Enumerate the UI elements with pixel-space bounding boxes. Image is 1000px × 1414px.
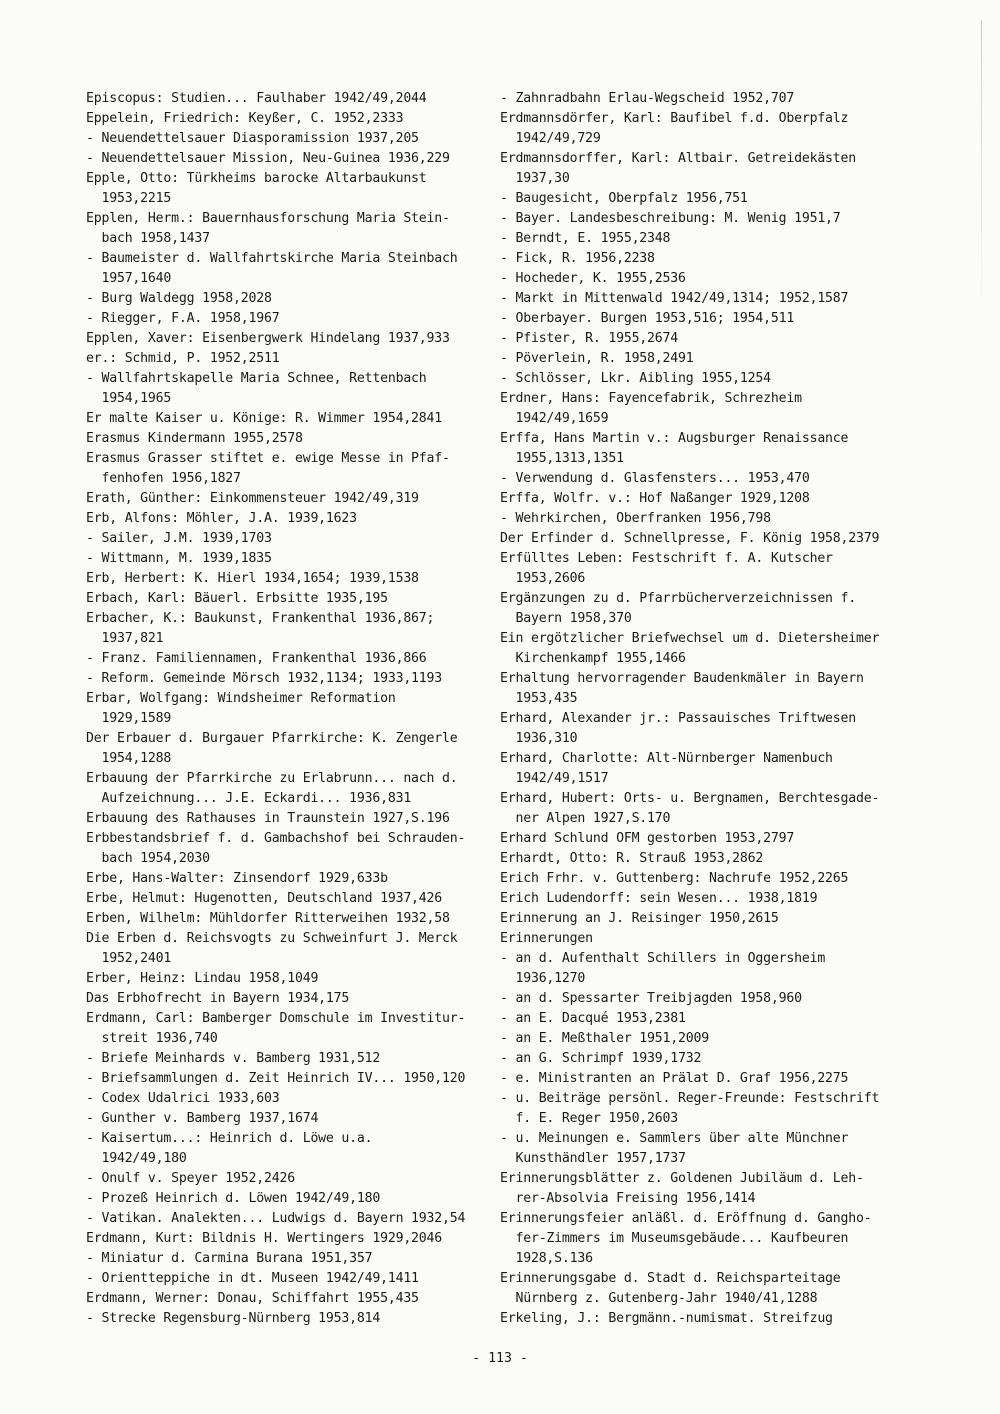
index-entry-line: - Sailer, J.M. 1939,1703 xyxy=(86,531,272,546)
index-entry-line: Erdmann, Werner: Donau, Schiffahrt 1955,435 xyxy=(86,1291,419,1306)
index-entry-line: Erinnerungsgabe d. Stadt d. Reichsparteitage xyxy=(500,1271,841,1286)
index-entry-line: - Zahnradbahn Erlau-Wegscheid 1952,707 xyxy=(500,91,795,106)
index-entry-line: - Berndt, E. 1955,2348 xyxy=(500,231,671,246)
index-entry-line: rer-Absolvia Freising 1956,1414 xyxy=(500,1191,756,1206)
index-entry-line: - Prozeß Heinrich d. Löwen 1942/49,180 xyxy=(86,1191,381,1206)
index-entry-line: Erasmus Grasser stiftet e. ewige Messe in Pfaf- xyxy=(86,451,450,466)
index-entry-line: 1942/49,729 xyxy=(500,131,601,146)
index-entry-line: - Onulf v. Speyer 1952,2426 xyxy=(86,1171,295,1186)
index-entry-line: Der Erbauer d. Burgauer Pfarrkirche: K. Zengerle xyxy=(86,731,458,746)
index-entry-line: Ein ergötzlicher Briefwechsel um d. Dietersheimer xyxy=(500,631,880,646)
index-entry-line: 1937,821 xyxy=(86,631,164,646)
index-entry-line: 1942/49,1659 xyxy=(500,411,609,426)
index-entry-line: Erffa, Wolfr. v.: Hof Naßanger 1929,1208 xyxy=(500,491,810,506)
index-entry-line: Epplen, Herm.: Bauernhausforschung Maria Stein- xyxy=(86,211,450,226)
index-entry-line: - Gunther v. Bamberg 1937,1674 xyxy=(86,1111,319,1126)
index-entry-line: - Markt in Mittenwald 1942/49,1314; 1952,1587 xyxy=(500,291,849,306)
index-entry-line: 1928,S.136 xyxy=(500,1251,593,1266)
index-entry-line: fer-Zimmers im Museumsgebäude... Kaufbeuren xyxy=(500,1231,849,1246)
index-entry-line: - Wallfahrtskapelle Maria Schnee, Rettenbach xyxy=(86,371,427,386)
index-entry-line: Erffa, Hans Martin v.: Augsburger Renaissance xyxy=(500,431,849,446)
index-entry-line: - Burg Waldegg 1958,2028 xyxy=(86,291,272,306)
index-entry-line: Erben, Wilhelm: Mühldorfer Ritterweihen 1932,58 xyxy=(86,911,450,926)
index-entry-line: Erdmann, Carl: Bamberger Domschule im Investitur- xyxy=(86,1011,466,1026)
index-entry-line: Erber, Heinz: Lindau 1958,1049 xyxy=(86,971,319,986)
index-entry-line: Das Erbhofrecht in Bayern 1934,175 xyxy=(86,991,350,1006)
page-number: - 113 - xyxy=(472,1351,528,1366)
index-entry-line: 1936,310 xyxy=(500,731,578,746)
index-entry-line: Erich Frhr. v. Guttenberg: Nachrufe 1952,2265 xyxy=(500,871,849,886)
index-entry-line: Erhard, Alexander jr.: Passauisches Triftwesen xyxy=(500,711,857,726)
index-entry-line: - Neuendettelsauer Mission, Neu-Guinea 1936,229 xyxy=(86,151,450,166)
index-entry-line: Der Erfinder d. Schnellpresse, F. König 1958,2379 xyxy=(500,531,880,546)
index-entry-line: streit 1936,740 xyxy=(86,1031,218,1046)
index-entry-line: - an E. Meßthaler 1951,2009 xyxy=(500,1031,709,1046)
index-entry-line: f. E. Reger 1950,2603 xyxy=(500,1111,679,1126)
index-entry-line: bach 1958,1437 xyxy=(86,231,210,246)
index-entry-line: Erhard, Hubert: Orts- u. Bergnamen, Berchtesgade- xyxy=(500,791,880,806)
left-column xyxy=(86,89,486,1329)
index-entry-line: Episcopus: Studien... Faulhaber 1942/49,2044 xyxy=(86,91,427,106)
index-entry-line: - Pöverlein, R. 1958,2491 xyxy=(500,351,694,366)
index-entry-line: - Orientteppiche in dt. Museen 1942/49,1411 xyxy=(86,1271,419,1286)
index-entry-line: 1952,2401 xyxy=(86,951,172,966)
index-entry-line: Erbach, Karl: Bäuerl. Erbsitte 1935,195 xyxy=(86,591,388,606)
index-entry-line: - an G. Schrimpf 1939,1732 xyxy=(500,1051,702,1066)
index-entry-line: - u. Beiträge persönl. Reger-Freunde: Festschrift xyxy=(500,1091,880,1106)
index-entry-line: Erhard, Charlotte: Alt-Nürnberger Namenbuch xyxy=(500,751,833,766)
index-entry-line: - Kaisertum...: Heinrich d. Löwe u.a. xyxy=(86,1131,373,1146)
index-entry-line: 1955,1313,1351 xyxy=(500,451,624,466)
index-entry-line: - Neuendettelsauer Diasporamission 1937,205 xyxy=(86,131,419,146)
index-entry-line: - Strecke Regensburg-Nürnberg 1953,814 xyxy=(86,1311,381,1326)
index-entry-line: - Fick, R. 1956,2238 xyxy=(500,251,655,266)
index-entry-line: - Verwendung d. Glasfensters... 1953,470 xyxy=(500,471,810,486)
index-entry-line: 1937,30 xyxy=(500,171,570,186)
index-entry-line: - Briefsammlungen d. Zeit Heinrich IV... 1950,120 xyxy=(86,1071,466,1086)
index-entry-line: - Wittmann, M. 1939,1835 xyxy=(86,551,272,566)
index-entry-line: 1953,2606 xyxy=(500,571,586,586)
index-entry-line: Erb, Herbert: K. Hierl 1934,1654; 1939,1538 xyxy=(86,571,419,586)
index-entry-line: Erbacher, K.: Baukunst, Frankenthal 1936,867; xyxy=(86,611,435,626)
index-entry-line: - Pfister, R. 1955,2674 xyxy=(500,331,679,346)
index-entry-line: - Schlösser, Lkr. Aibling 1955,1254 xyxy=(500,371,771,386)
index-entry-line: - Baumeister d. Wallfahrtskirche Maria Steinbach xyxy=(86,251,458,266)
index-entry-line: Epple, Otto: Türkheims barocke Altarbaukunst xyxy=(86,171,427,186)
index-entry-line: Erhard Schlund OFM gestorben 1953,2797 xyxy=(500,831,795,846)
index-entry-line: Erfülltes Leben: Festschrift f. A. Kutscher xyxy=(500,551,833,566)
index-entry-line: Die Erben d. Reichsvogts zu Schweinfurt J. Merck xyxy=(86,931,458,946)
index-entry-line: 1929,1589 xyxy=(86,711,172,726)
index-entry-line: Erbe, Helmut: Hugenotten, Deutschland 1937,426 xyxy=(86,891,443,906)
index-entry-line: - an d. Aufenthalt Schillers in Oggersheim xyxy=(500,951,826,966)
index-entry-line: - Hocheder, K. 1955,2536 xyxy=(500,271,686,286)
index-entry-line: Er malte Kaiser u. Könige: R. Wimmer 1954,2841 xyxy=(86,411,443,426)
index-entry-line: - an d. Spessarter Treibjagden 1958,960 xyxy=(500,991,802,1006)
index-entry-line: - Briefe Meinhards v. Bamberg 1931,512 xyxy=(86,1051,381,1066)
index-entry-line: 1954,1965 xyxy=(86,391,172,406)
index-entry-line: Erbauung des Rathauses in Traunstein 1927,S.196 xyxy=(86,811,450,826)
index-entry-line: - an E. Dacqué 1953,2381 xyxy=(500,1011,686,1026)
index-entry-line: Erinnerungsblätter z. Goldenen Jubiläum d. Leh- xyxy=(500,1171,864,1186)
index-entry-line: - Wehrkirchen, Oberfranken 1956,798 xyxy=(500,511,771,526)
index-entry-line: - Baugesicht, Oberpfalz 1956,751 xyxy=(500,191,748,206)
index-entry-line: Eppelein, Friedrich: Keyßer, C. 1952,2333 xyxy=(86,111,404,126)
index-entry-line: Ergänzungen zu d. Pfarrbücherverzeichnissen f. xyxy=(500,591,857,606)
index-entry-line: Erinnerungsfeier anläßl. d. Eröffnung d. Gangho- xyxy=(500,1211,872,1226)
index-entry-line: Erbbestandsbrief f. d. Gambachshof bei Schrauden- xyxy=(86,831,466,846)
index-entry-line: - Miniatur d. Carmina Burana 1951,357 xyxy=(86,1251,373,1266)
index-entry-line: Epplen, Xaver: Eisenbergwerk Hindelang 1937,933 xyxy=(86,331,450,346)
index-entry-line: Nürnberg z. Gutenberg-Jahr 1940/41,1288 xyxy=(500,1291,818,1306)
index-entry-line: 1953,435 xyxy=(500,691,578,706)
index-entry-line: Erdmann, Kurt: Bildnis H. Wertingers 1929,2046 xyxy=(86,1231,443,1246)
index-entry-line: Erhardt, Otto: R. Strauß 1953,2862 xyxy=(500,851,764,866)
index-entry-line: er.: Schmid, P. 1952,2511 xyxy=(86,351,280,366)
index-entry-line: Erinnerung an J. Reisinger 1950,2615 xyxy=(500,911,779,926)
index-entry-line: ner Alpen 1927,S.170 xyxy=(500,811,671,826)
index-entry-line: Erdmannsdorffer, Karl: Altbair. Getreidekästen xyxy=(500,151,857,166)
index-entry-line: - Reform. Gemeinde Mörsch 1932,1134; 1933,1193 xyxy=(86,671,443,686)
scan-margin-mark xyxy=(981,20,982,320)
index-entry-line: Erbauung der Pfarrkirche zu Erlabrunn... nach d. xyxy=(86,771,458,786)
index-entry-line: Erdmannsdörfer, Karl: Baufibel f.d. Oberpfalz xyxy=(500,111,849,126)
index-entry-line: - u. Meinungen e. Sammlers über alte Münchner xyxy=(500,1131,849,1146)
index-entry-line: Erb, Alfons: Möhler, J.A. 1939,1623 xyxy=(86,511,357,526)
index-entry-line: fenhofen 1956,1827 xyxy=(86,471,241,486)
index-entry-line: Erinnerungen xyxy=(500,931,593,946)
index-entry-line: Erath, Günther: Einkommensteuer 1942/49,319 xyxy=(86,491,419,506)
right-column xyxy=(500,89,900,1329)
index-entry-line: - Oberbayer. Burgen 1953,516; 1954,511 xyxy=(500,311,795,326)
index-entry-line: Kunsthändler 1957,1737 xyxy=(500,1151,686,1166)
index-entry-line: 1953,2215 xyxy=(86,191,172,206)
index-entry-line: - Bayer. Landesbeschreibung: M. Wenig 1951,7 xyxy=(500,211,841,226)
index-entry-line: Erich Ludendorff: sein Wesen... 1938,1819 xyxy=(500,891,818,906)
index-entry-line: 1942/49,180 xyxy=(86,1151,187,1166)
index-entry-line: Bayern 1958,370 xyxy=(500,611,632,626)
index-entry-line: - Codex Udalrici 1933,603 xyxy=(86,1091,280,1106)
index-entry-line: Aufzeichnung... J.E. Eckardi... 1936,831 xyxy=(86,791,412,806)
index-entry-line: Erdner, Hans: Fayencefabrik, Schrezheim xyxy=(500,391,802,406)
index-entry-line: Erbar, Wolfgang: Windsheimer Reformation xyxy=(86,691,396,706)
index-entry-line: 1936,1270 xyxy=(500,971,586,986)
index-entry-line: Erkeling, J.: Bergmänn.-numismat. Streifzug xyxy=(500,1311,833,1326)
index-entry-line: 1957,1640 xyxy=(86,271,172,286)
index-entry-line: - Riegger, F.A. 1958,1967 xyxy=(86,311,280,326)
index-entry-line: - e. Ministranten an Prälat D. Graf 1956,2275 xyxy=(500,1071,849,1086)
index-entry-line: 1942/49,1517 xyxy=(500,771,609,786)
index-entry-line: - Vatikan. Analekten... Ludwigs d. Bayern 1932,54 xyxy=(86,1211,466,1226)
index-entry-line: Kirchenkampf 1955,1466 xyxy=(500,651,686,666)
index-entry-line: - Franz. Familiennamen, Frankenthal 1936,866 xyxy=(86,651,427,666)
index-entry-line: Erhaltung hervorragender Baudenkmäler in Bayern xyxy=(500,671,864,686)
index-entry-line: 1954,1288 xyxy=(86,751,172,766)
index-entry-line: Erbe, Hans-Walter: Zinsendorf 1929,633b xyxy=(86,871,388,886)
index-entry-line: bach 1954,2030 xyxy=(86,851,210,866)
index-entry-line: Erasmus Kindermann 1955,2578 xyxy=(86,431,303,446)
